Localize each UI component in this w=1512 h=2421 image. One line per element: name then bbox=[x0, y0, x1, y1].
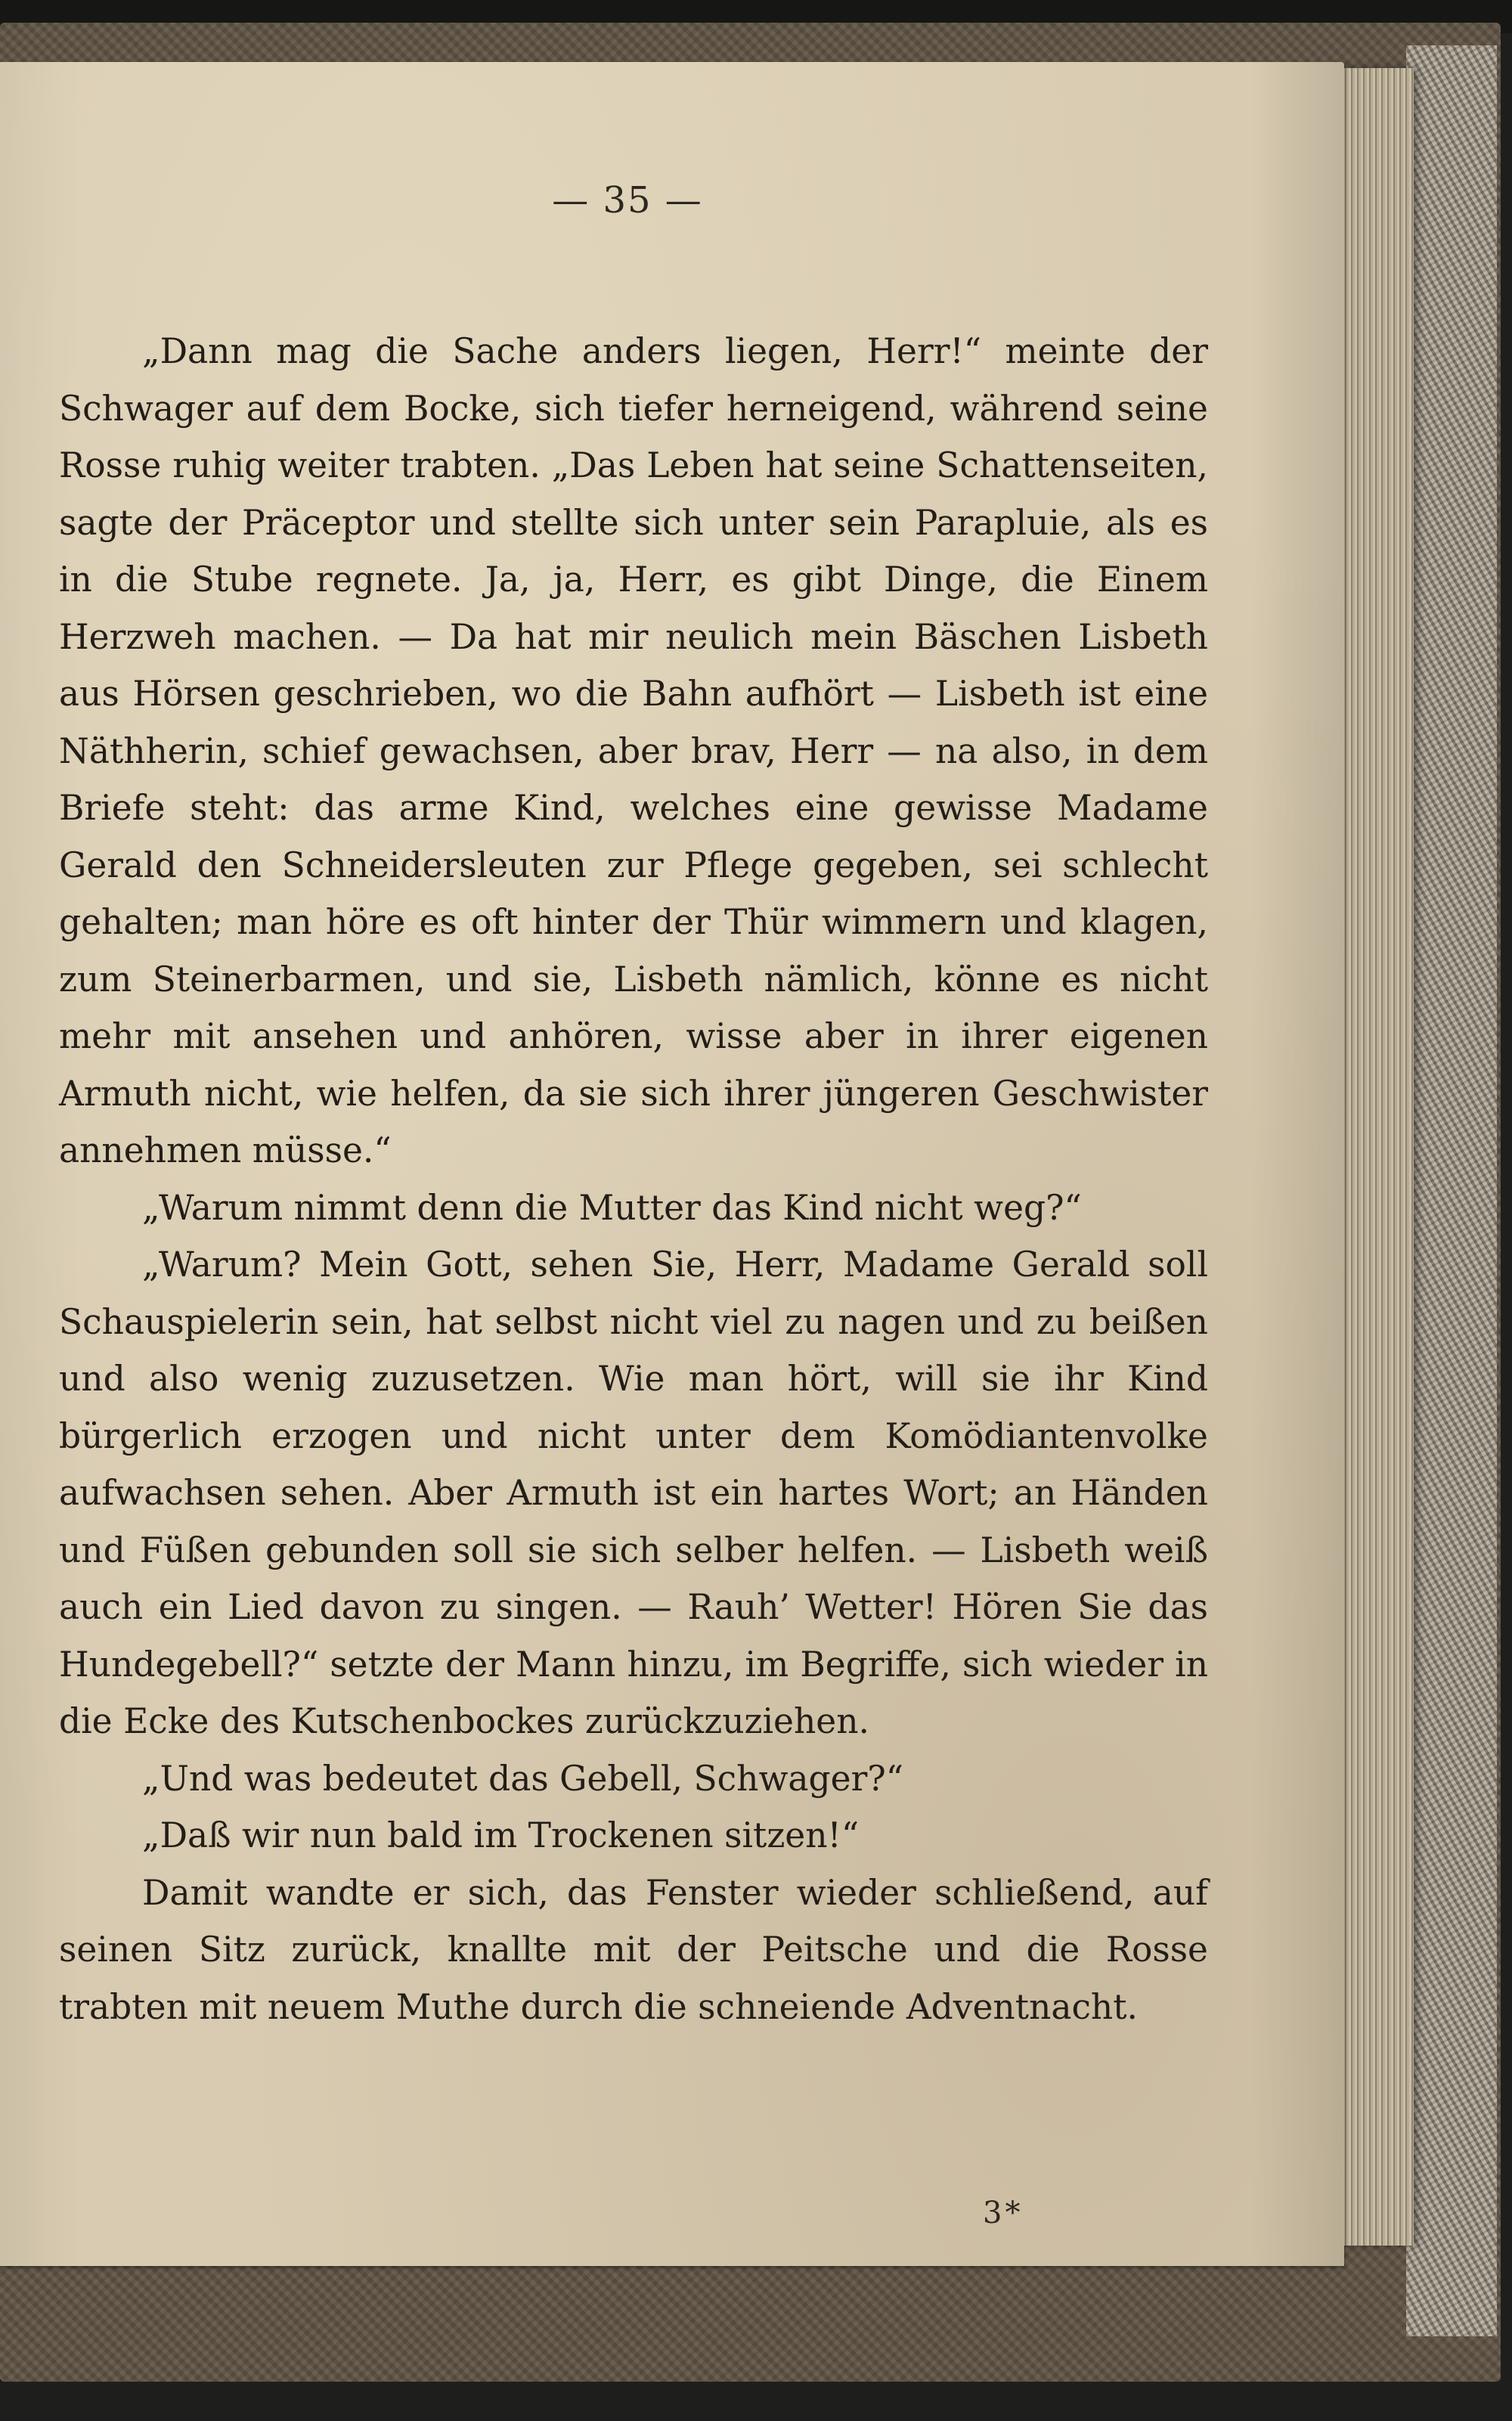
paragraph: „Daß wir nun bald im Trockenen sitzen!“ bbox=[142, 1815, 860, 1855]
page-number: — 35 — bbox=[552, 179, 703, 222]
book-page bbox=[0, 62, 1344, 2266]
signature-mark: 3* bbox=[983, 2196, 1024, 2230]
paragraph: „Und was bedeutet das Gebell, Schwager?“ bbox=[142, 1758, 903, 1799]
cover-board-edge bbox=[1406, 45, 1497, 2336]
paragraph: „Warum nimmt denn die Mutter das Kind nicht weg?“ bbox=[142, 1187, 1082, 1228]
paragraph: „Dann mag die Sache anders liegen, Herr!“ meinte der Schwager auf dem Bocke, sich tiefer herneigend, während seine Rosse ruhig weiter trabten. „Das Leben hat seine Schattenseiten, sagte der Präceptor und stellte sich unter sein Parapluie, als es in die Stube regnete. Ja, ja, Herr, es gibt Dinge, die Einem Herzweh machen. — Da hat mir neulich mein Bäschen Lisbeth aus Hörsen geschrieben, wo die Bahn aufhört — Lisbeth ist eine Näthherin, schief gewachsen, aber brav, Herr — na also, in dem Briefe steht: das arme Kind, welches eine gewisse Madame Gerald den Schneidersleuten zur Pflege gegeben, sei schlecht gehalten; man höre es oft hinter der Thür wimmern und klagen, zum Steinerbarmen, und sie, Lisbeth nämlich, könne es nicht mehr mit ansehen und anhören, wisse aber in ihrer eigenen Armuth nicht, wie helfen, da sie sich ihrer jüngeren Geschwister annehmen müsse.“ bbox=[59, 331, 1208, 1170]
page-body-text bbox=[59, 323, 1208, 2035]
paragraph: „Warum? Mein Gott, sehen Sie, Herr, Madame Gerald soll Schauspielerin sein, hat selbst nicht viel zu nagen und zu beißen und also wenig zuzusetzen. Wie man hört, will sie ihr Kind bürgerlich erzogen und nicht unter dem Komödiantenvolke aufwachsen sehen. Aber Armuth ist ein hartes Wort; an Händen und Füßen gebunden soll sie sich selber helfen. — Lisbeth weiß auch ein Lied davon zu singen. — Rauh’ Wetter! Hören Sie das Hundegebell?“ setzte der Mann hinzu, im Begriffe, sich wieder in die Ecke des Kutschenbockes zurückzuziehen. bbox=[59, 1245, 1208, 1741]
paragraph: Damit wandte er sich, das Fenster wieder schließend, auf seinen Sitz zurück, knallte mit der Peitsche und die Rosse trabten mit neuem Muthe durch die schneiende Adventnacht. bbox=[59, 1872, 1208, 2027]
